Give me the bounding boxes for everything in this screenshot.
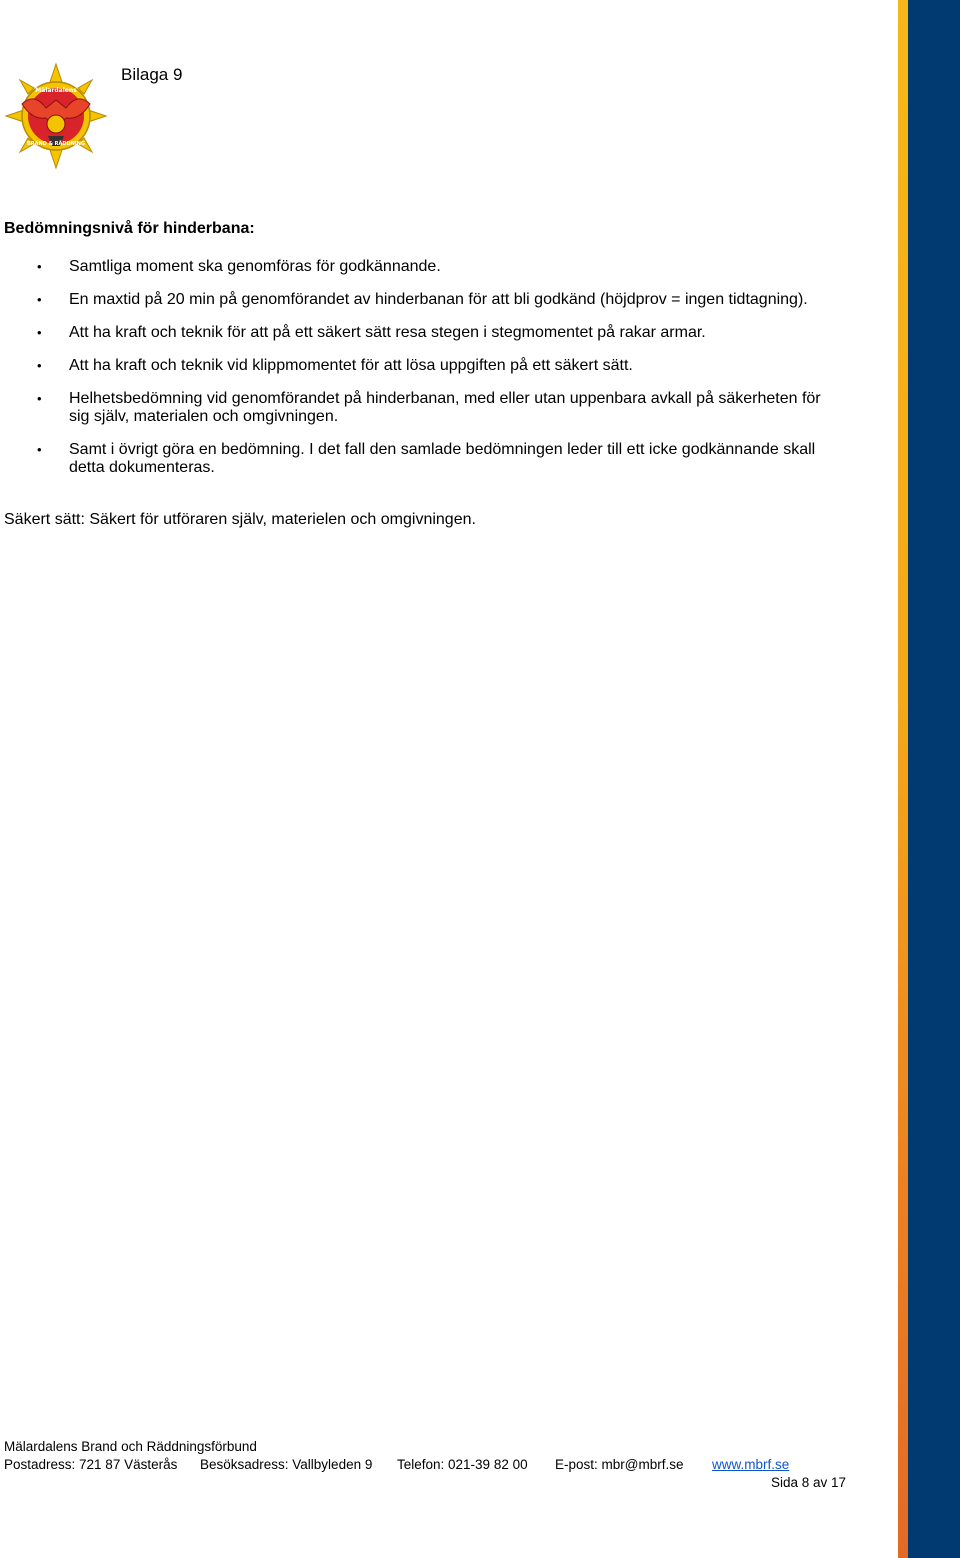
bullet-icon: •	[37, 358, 42, 373]
criteria-text: Att ha kraft och teknik för att på ett säkert sätt resa stegen i stegmomentet på rakar armar.	[69, 324, 706, 341]
criteria-text: En maxtid på 20 min på genomförandet av hinderbanan för att bli godkänd (höjdprov = ingen tidtagning).	[69, 291, 808, 308]
criteria-item	[0, 258, 840, 276]
footer-phone: Telefon: 021-39 82 00	[397, 1457, 528, 1472]
criteria-item	[0, 291, 840, 309]
criteria-list	[0, 258, 840, 492]
criteria-text: Samtliga moment ska genomföras för godkännande.	[69, 258, 441, 275]
footer-website-link[interactable]: www.mbrf.se	[712, 1457, 790, 1472]
safe-definition: Säkert sätt: Säkert för utföraren själv, materielen och omgivningen.	[4, 511, 476, 528]
criteria-item	[0, 390, 840, 426]
bullet-icon: •	[37, 292, 42, 307]
footer-email[interactable]: E-post: mbr@mbrf.se	[555, 1457, 684, 1472]
section-heading: Bedömningsnivå för hinderbana:	[4, 220, 255, 237]
malardalens-logo	[4, 62, 108, 170]
bullet-icon: •	[37, 391, 42, 406]
side-color-bar	[898, 0, 960, 1558]
footer-postal-address: Postadress: 721 87 Västerås	[4, 1457, 178, 1472]
criteria-item	[0, 324, 840, 342]
criteria-item	[0, 441, 840, 477]
bullet-icon: •	[37, 259, 42, 274]
side-stripe-gold	[898, 0, 908, 1558]
criteria-text: Samt i övrigt göra en bedömning. I det fall den samlade bedömningen leder till ett icke godkännande skall detta dokumenteras.	[69, 441, 816, 476]
criteria-text: Att ha kraft och teknik vid klippmomentet för att lösa uppgiften på ett säkert sätt.	[69, 357, 633, 374]
bullet-icon: •	[37, 325, 42, 340]
criteria-text: Helhetsbedömning vid genomförandet på hinderbanan, med eller utan uppenbara avkall på säkerheten för sig själv, materialen och omgivningen.	[69, 390, 821, 425]
logo-top-text: Mälardalens	[35, 87, 77, 94]
side-stripe-blue	[908, 0, 960, 1558]
criteria-item	[0, 357, 840, 375]
footer-visiting-address: Besöksadress: Vallbyleden 9	[200, 1457, 373, 1472]
footer-organization: Mälardalens Brand och Räddningsförbund	[4, 1439, 257, 1454]
logo-bottom-text: BRAND & RÄDDNING	[26, 141, 86, 147]
page-number: Sida 8 av 17	[771, 1475, 847, 1490]
appendix-label: Bilaga 9	[121, 65, 183, 84]
bullet-icon: •	[37, 442, 42, 457]
